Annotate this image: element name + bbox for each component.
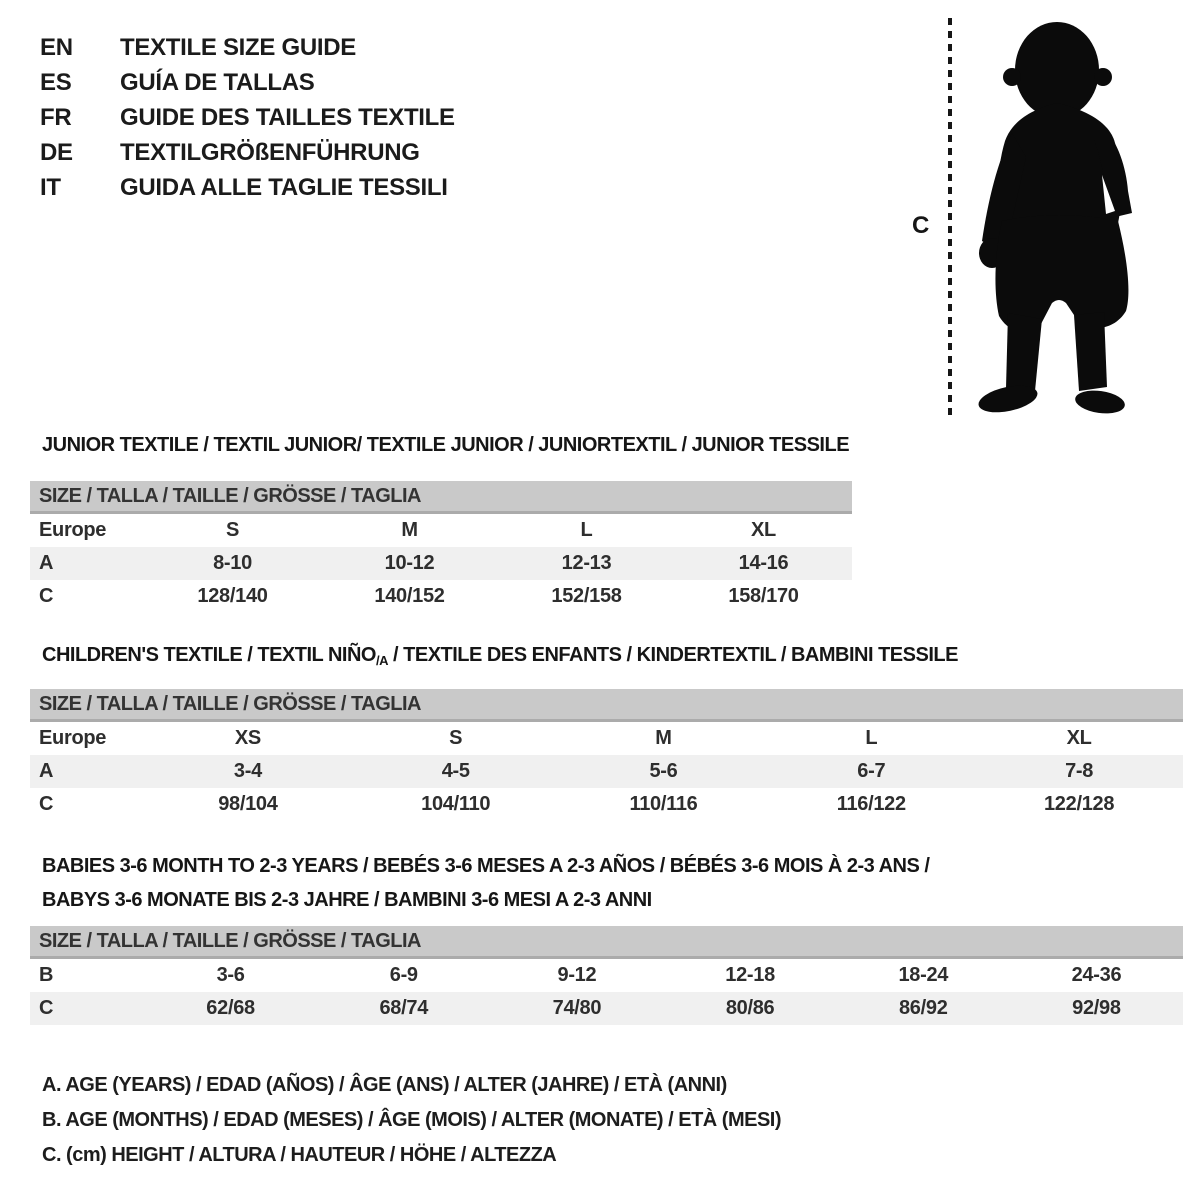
height-cell: 110/116 — [629, 793, 698, 815]
size-cell: M — [655, 727, 672, 749]
language-code: FR — [40, 103, 72, 131]
age-cell: 3-4 — [233, 760, 262, 782]
table-row-age-years — [30, 547, 852, 580]
babies-title-line2: BABYS 3-6 MONATE BIS 2-3 JAHRE / BAMBINI 3-6 MESI A 2-3 ANNI — [42, 889, 652, 911]
guide-title-en: TEXTILE SIZE GUIDE — [120, 33, 356, 61]
table-row-europe — [30, 722, 1183, 755]
age-cell: 3-6 — [216, 964, 245, 986]
language-row-it — [40, 170, 455, 205]
age-cell: 14-16 — [738, 552, 789, 574]
legend-line-b: B. AGE (MONTHS) / EDAD (MESES) / ÂGE (MOIS) / ALTER (MONATE) / ETÀ (MESI) — [42, 1109, 782, 1131]
size-cell: XL — [751, 519, 776, 541]
toddler-silhouette-shape — [976, 22, 1132, 417]
row-label: Europe — [39, 519, 107, 541]
row-label: A — [39, 552, 54, 574]
age-cell: 12-13 — [561, 552, 612, 574]
row-label: C — [39, 793, 54, 815]
babies-section-title — [42, 849, 929, 917]
language-code: DE — [40, 138, 73, 166]
size-cell: S — [449, 727, 463, 749]
height-cell: 152/158 — [551, 585, 622, 607]
age-cell: 10-12 — [384, 552, 435, 574]
row-label: Europe — [39, 727, 107, 749]
size-header-bar: SIZE / TALLA / TAILLE / GRÖSSE / TAGLIA — [30, 481, 852, 514]
babies-size-table — [30, 926, 1183, 1025]
children-table-rows — [30, 722, 1183, 821]
size-cell: XL — [1066, 727, 1092, 749]
size-cell: XS — [234, 727, 261, 749]
age-cell: 7-8 — [1065, 760, 1094, 782]
height-cell: 68/74 — [379, 997, 429, 1019]
children-title-suffix: / TEXTILE DES ENFANTS / KINDERTEXTIL / BAMBINI TESSILE — [387, 644, 958, 666]
children-title-prefix: CHILDREN'S TEXTILE / TEXTIL NIÑO — [42, 644, 376, 666]
age-cell: 9-12 — [557, 964, 597, 986]
language-row-fr — [40, 100, 455, 135]
guide-title-it: GUIDA ALLE TAGLIE TESSILI — [120, 173, 448, 201]
row-label: C — [39, 585, 54, 607]
language-row-en — [40, 30, 455, 65]
height-cell: 116/122 — [836, 793, 906, 815]
size-header-bar: SIZE / TALLA / TAILLE / GRÖSSE / TAGLIA — [30, 689, 1183, 722]
children-section-title — [42, 644, 958, 668]
height-cell: 122/128 — [1043, 793, 1115, 815]
junior-table-rows — [30, 514, 852, 613]
row-label: A — [39, 760, 54, 782]
row-label: C — [39, 997, 54, 1019]
age-cell: 12-18 — [725, 964, 775, 986]
size-cell: L — [865, 727, 878, 749]
age-cell: 6-7 — [857, 760, 886, 782]
height-cell: 128/140 — [197, 585, 268, 607]
babies-table-rows — [30, 959, 1183, 1025]
age-cell: 4-5 — [441, 760, 470, 782]
guide-title-es: GUÍA DE TALLAS — [120, 68, 315, 96]
height-cell: 80/86 — [725, 997, 775, 1019]
legend-line-a: A. AGE (YEARS) / EDAD (AÑOS) / ÂGE (ANS) / ALTER (JAHRE) / ETÀ (ANNI) — [42, 1074, 727, 1096]
height-measure-dashed-line — [948, 18, 952, 418]
table-row-height-cm — [30, 580, 852, 613]
measure-legend — [42, 1068, 781, 1173]
height-cell: 62/68 — [206, 997, 255, 1019]
height-cell: 140/152 — [374, 585, 445, 607]
height-cell: 74/80 — [552, 997, 602, 1019]
legend-line-c: C. (cm) HEIGHT / ALTURA / HAUTEUR / HÖHE / ALTEZZA — [42, 1144, 557, 1166]
height-cell: 86/92 — [898, 997, 948, 1019]
age-cell: 24-36 — [1071, 964, 1122, 986]
age-cell: 6-9 — [389, 964, 418, 986]
guide-title-fr: GUIDE DES TAILLES TEXTILE — [120, 103, 455, 131]
age-cell: 18-24 — [898, 964, 949, 986]
language-code: EN — [40, 33, 73, 61]
age-cell: 8-10 — [213, 552, 252, 574]
junior-size-table — [30, 481, 852, 613]
language-row-de — [40, 135, 455, 170]
table-row-height-cm — [30, 992, 1183, 1025]
size-cell: M — [401, 519, 418, 541]
size-cell: L — [580, 519, 593, 541]
height-cell: 98/104 — [218, 793, 278, 815]
table-row-europe — [30, 514, 852, 547]
height-cell: 92/98 — [1072, 997, 1121, 1019]
children-title-subscript: /A — [375, 653, 388, 668]
language-title-list — [40, 30, 455, 205]
toddler-silhouette-image — [962, 15, 1142, 420]
children-size-table — [30, 689, 1183, 821]
size-header-bar: SIZE / TALLA / TAILLE / GRÖSSE / TAGLIA — [30, 926, 1183, 959]
age-cell: 5-6 — [649, 760, 678, 782]
language-row-es — [40, 65, 455, 100]
babies-title-line1: BABIES 3-6 MONTH TO 2-3 YEARS / BEBÉS 3-6 MESES A 2-3 AÑOS / BÉBÉS 3-6 MOIS À 2-3 ANS / — [42, 855, 930, 877]
row-label: B — [39, 964, 54, 986]
table-row-age-years — [30, 755, 1183, 788]
table-row-age-months — [30, 959, 1183, 992]
guide-title-de: TEXTILGRÖßENFÜHRUNG — [120, 138, 420, 166]
language-code: IT — [40, 173, 61, 201]
height-measure-label: C — [912, 212, 930, 239]
language-code: ES — [40, 68, 72, 96]
height-cell: 104/110 — [421, 793, 491, 815]
height-cell: 158/170 — [728, 585, 799, 607]
table-row-height-cm — [30, 788, 1183, 821]
junior-section-title: JUNIOR TEXTILE / TEXTIL JUNIOR/ TEXTILE JUNIOR / JUNIORTEXTIL / JUNIOR TESSILE — [42, 434, 850, 456]
size-cell: S — [225, 519, 240, 541]
